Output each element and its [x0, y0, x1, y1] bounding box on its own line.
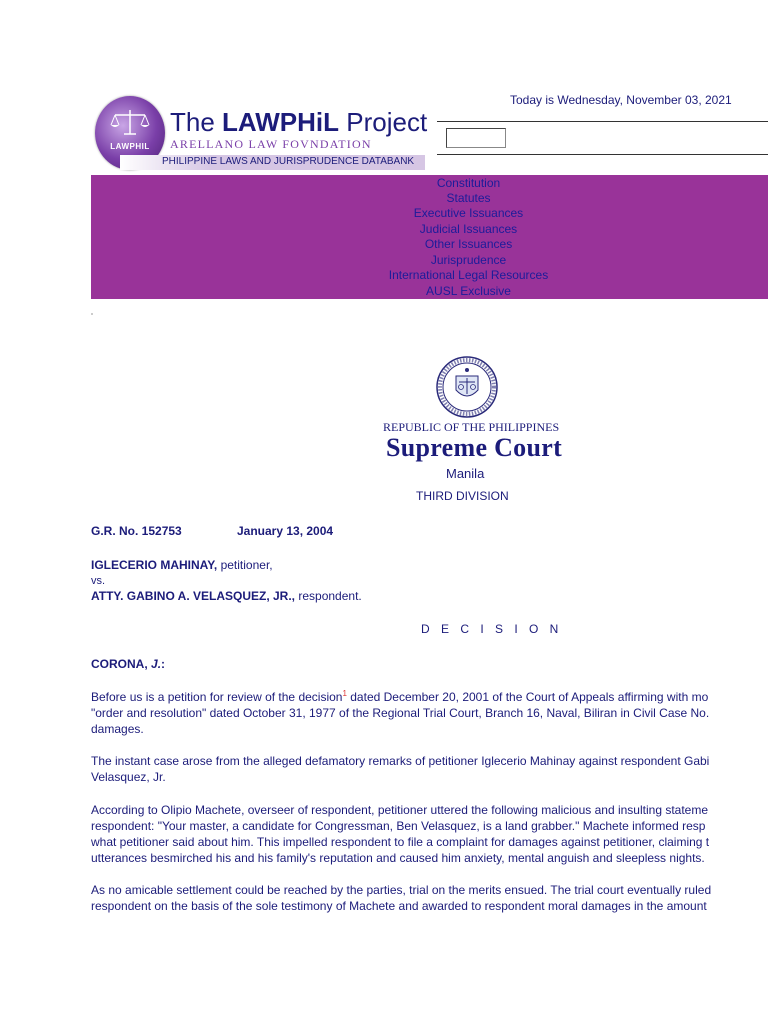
paragraph-1 [91, 689, 709, 737]
paragraph-3-line-1: According to Olipio Machete, overseer of respondent, petitioner uttered the following malicious and insulting stateme [91, 803, 709, 817]
case-gr-number: G.R. No. 152753 [91, 524, 182, 538]
respondent-role: respondent. [295, 589, 362, 603]
footnote-link-1[interactable]: 1 [342, 689, 347, 698]
brand-tagline: PHILIPPINE LAWS AND JURISPRUDENCE DATABANK [162, 156, 415, 167]
ponente-suffix: J. [151, 657, 162, 671]
nav-item-other-issuances[interactable]: Other Issuances [424, 237, 513, 251]
header-divider-bottom [437, 154, 768, 155]
respondent-line [91, 588, 362, 604]
respondent-name: ATTY. GABINO A. VELASQUEZ, JR., [91, 589, 296, 603]
supreme-court-seal-icon [436, 356, 498, 418]
paragraph-4-line-1: As no amicable settlement could be reached by the parties, trial on the merits ensued. The trial court eventually ruled [91, 883, 712, 897]
brand-title-bold: LAWPHiL [222, 107, 340, 137]
versus-text: vs. [91, 575, 106, 587]
court-city: Manila [446, 466, 485, 481]
petitioner-name: IGLECERIO MAHINAY, [91, 558, 218, 572]
scales-of-justice-icon [109, 108, 151, 138]
brand-title[interactable] [170, 107, 427, 138]
paragraph-2 [91, 753, 709, 785]
paragraph-3 [91, 802, 709, 866]
court-name: Supreme Court [386, 433, 563, 462]
paragraph-4 [91, 882, 711, 914]
ponente-colon: : [161, 657, 166, 671]
main-nav [91, 175, 768, 299]
paragraph-2-line-2: Velasquez, Jr. [91, 770, 166, 784]
nav-item-jurisprudence[interactable]: Jurisprudence [430, 253, 507, 267]
republic-heading: REPUBLIC OF THE PHILIPPINES [383, 420, 560, 434]
brand-title-prefix: The [170, 107, 223, 137]
nav-item-executive-issuances[interactable]: Executive Issuances [413, 206, 524, 220]
nav-item-ausl-exclusive[interactable]: AUSL Exclusive [426, 284, 511, 298]
court-division: THIRD DIVISION [416, 489, 509, 503]
logo-mini-text: LAWPHIL [110, 142, 150, 151]
nav-item-statutes[interactable]: Statutes [446, 191, 491, 205]
paragraph-1-line-1b: dated December 20, 2001 of the Court of Appeals affirming with mo [346, 690, 709, 704]
today-date: Today is Wednesday, November 03, 2021 [510, 93, 732, 107]
search-input[interactable] [446, 128, 506, 148]
brand-title-suffix: Project [339, 107, 428, 137]
paragraph-4-line-2: respondent on the basis of the sole testimony of Machete and awarded to respondent moral damages in the amount [91, 899, 707, 913]
ponente-name: CORONA, [91, 657, 148, 671]
paragraph-3-line-3: what petitioner said about him. This impelled respondent to file a complaint for damages against petitioner, claiming t [91, 835, 710, 849]
paragraph-1-line-1 [91, 689, 709, 705]
paragraph-1-line-1a: Before us is a petition for review of the decision [91, 690, 343, 704]
nav-item-judicial-issuances[interactable]: Judicial Issuances [419, 222, 518, 236]
nav-item-international-legal-resources[interactable]: International Legal Resources [388, 268, 549, 282]
nav-item-constitution[interactable]: Constitution [436, 176, 501, 190]
paragraph-1-line-3: damages. [91, 722, 144, 736]
header-divider-top [437, 121, 768, 122]
spacer-dot [91, 313, 93, 315]
ponente-line [91, 656, 165, 672]
paragraph-1-line-2: "order and resolution" dated October 31, 1977 of the Regional Trial Court, Branch 16, Naval, Biliran in Civil Case No. [91, 706, 710, 720]
decision-heading: D E C I S I O N [421, 622, 563, 636]
paragraph-3-line-2: respondent: "Your master, a candidate for Congressman, Ben Velasquez, is a land grabber." Machete informed resp [91, 819, 706, 833]
case-date: January 13, 2004 [237, 524, 334, 538]
paragraph-3-line-4: utterances besmirched his and his family's reputation and caused him anxiety, mental anguish and sleepless nights. [91, 851, 705, 865]
petitioner-line [91, 557, 273, 573]
paragraph-2-line-1: The instant case arose from the alleged defamatory remarks of petitioner Iglecerio Mahinay against respondent Gabi [91, 754, 710, 768]
brand-subtitle: ARELLANO LAW FOVNDATION [170, 137, 372, 151]
petitioner-role: petitioner, [217, 558, 273, 572]
